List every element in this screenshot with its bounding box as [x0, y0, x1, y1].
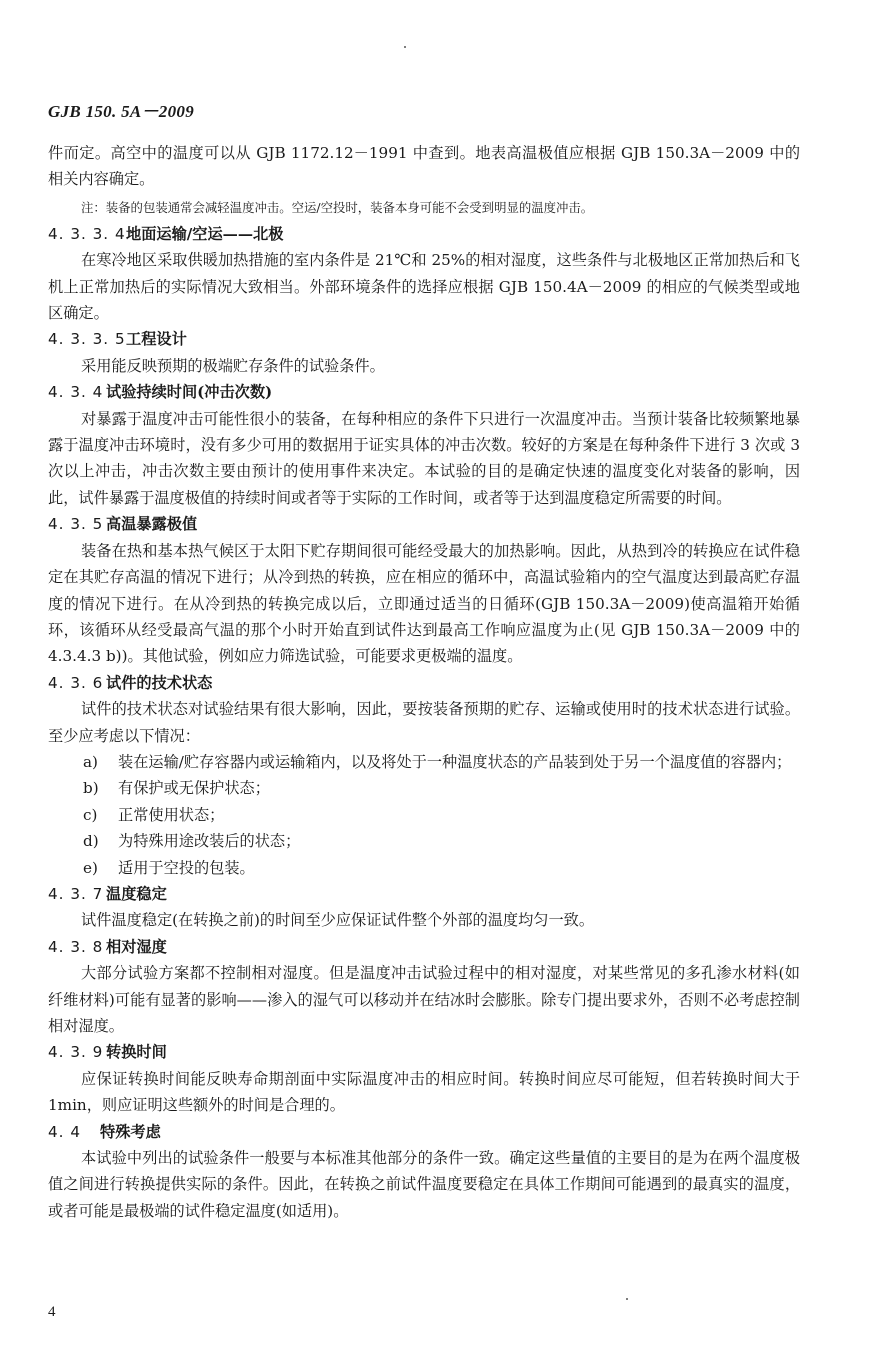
list-item — [48, 802, 800, 828]
section-title: 温度稳定 — [106, 884, 167, 903]
section-heading — [48, 881, 800, 907]
section-heading — [48, 670, 800, 696]
body-paragraph: 应保证转换时间能反映寿命期剖面中实际温度冲击的相应时间。转换时间应尽可能短，但若转换时间大于 1min，则应证明这些额外的时间是合理的。 — [48, 1069, 800, 1115]
section-number: 4. 4 — [48, 1122, 81, 1141]
section-heading — [48, 326, 800, 352]
section-number: 4. 3. 6 — [48, 673, 104, 692]
section-title: 工程设计 — [126, 330, 187, 349]
section-title: 地面运输/空运——北极 — [126, 224, 284, 243]
list-marker: e) — [83, 858, 98, 877]
list-item-text: 适用于空投的包装。 — [118, 858, 255, 877]
body-paragraph: 试件温度稳定(在转换之前)的时间至少应保证试件整个外部的温度均匀一致。 — [81, 911, 595, 930]
list-item — [48, 775, 800, 801]
scan-speck — [404, 46, 406, 48]
section-number: 4. 3. 5 — [48, 515, 104, 534]
list-item-text: 为特殊用途改装后的状态； — [118, 832, 301, 851]
section-number: 4. 3. 8 — [48, 937, 104, 956]
list-item-text: 正常使用状态； — [118, 805, 225, 824]
section-heading — [48, 1119, 800, 1145]
list-marker: a) — [83, 752, 98, 771]
list-item — [48, 828, 800, 854]
section-heading — [48, 221, 800, 247]
body-paragraph: 件而定。高空中的温度可以从 GJB 1172.12－1991 中查到。地表高温极值应根据 GJB 150.3A－2009 中的相关内容确定。 — [48, 144, 801, 189]
document-id-header: GJB 150. 5A－2009 — [48, 102, 195, 121]
list-marker: d) — [83, 832, 99, 851]
list-item — [48, 855, 800, 881]
list-marker: b) — [83, 779, 99, 798]
list-item — [48, 749, 800, 775]
section-title: 高温暴露极值 — [106, 515, 198, 534]
section-title: 试验持续时间(冲击次数) — [106, 383, 273, 402]
section-heading — [48, 379, 800, 405]
body-paragraph: 大部分试验方案都不控制相对湿度。但是温度冲击试验过程中的相对湿度，对某些常见的多孔渗水材料(如纤维材料)可能有显著的影响——渗入的湿气可以移动并在结冰时会膨胀。除专门提出要求外，否则不必考虑控制相对湿度。 — [48, 964, 800, 1035]
section-number: 4. 3. 9 — [48, 1043, 104, 1062]
note-paragraph: 注：装备的包装通常会减轻温度冲击。空运/空投时，装备本身可能不会受到明显的温度冲击。 — [81, 199, 594, 215]
body-paragraph: 采用能反映预期的极端贮存条件的试验条件。 — [81, 356, 385, 375]
body-paragraph: 本试验中列出的试验条件一般要与本标准其他部分的条件一致。确定这些量值的主要目的是为在两个温度极值之间进行转换提供实际的条件。因此，在转换之前试件温度要稳定在具体工作期间可能遇到的最真实的温度，或者可能是最极端的试件稳定温度(如适用)。 — [48, 1149, 800, 1220]
section-title: 试件的技术状态 — [106, 673, 213, 692]
body-paragraph: 在寒冷地区采取供暖加热措施的室内条件是 21℃和 25%的相对湿度，这些条件与北极地区正常加热后和飞机上正常加热后的实际情况大致相当。外部环境条件的选择应根据 GJB 150.4A－2009 的相应的气候类型或地区确定。 — [48, 251, 800, 323]
section-heading — [48, 511, 800, 537]
list-item-text: 装在运输/贮存容器内或运输箱内，以及将处于一种温度状态的产品装到处于另一个温度值的容器内； — [118, 752, 792, 771]
page-number: 4 — [48, 1304, 56, 1320]
body-paragraph: 试件的技术状态对试验结果有很大影响，因此，要按装备预期的贮存、运输或使用时的技术状态进行试验。至少应考虑以下情况： — [48, 700, 800, 745]
section-title: 特殊考虑 — [100, 1122, 161, 1141]
document-body — [48, 140, 800, 1224]
list-marker: c) — [83, 805, 98, 824]
section-title: 转换时间 — [106, 1043, 167, 1062]
section-number: 4. 3. 3. 4 — [48, 224, 126, 243]
scan-speck — [626, 1298, 628, 1300]
section-number: 4. 3. 7 — [48, 884, 104, 903]
list-item-text: 有保护或无保护状态； — [118, 779, 270, 798]
section-heading — [48, 934, 800, 960]
body-paragraph: 对暴露于温度冲击可能性很小的装备，在每种相应的条件下只进行一次温度冲击。当预计装备比较频繁地暴露于温度冲击环境时，没有多少可用的数据用于证实具体的冲击次数。较好的方案是在每种条件下进行 3 次或 3 次以上冲击，冲击次数主要由预计的使用事件来决定。本试验的目的是确定快速的温度变化对装备的影响，因此，试件暴露于温度极值的持续时间或者等于实际的工作时间，或者等于达到温度稳定所需要的时间。 — [48, 409, 800, 507]
section-heading — [48, 1039, 800, 1065]
section-number: 4. 3. 4 — [48, 383, 104, 402]
section-title: 相对湿度 — [106, 937, 167, 956]
section-number: 4. 3. 3. 5 — [48, 330, 126, 349]
body-paragraph: 装备在热和基本热气候区于太阳下贮存期间很可能经受最大的加热影响。因此，从热到冷的转换应在试件稳定在其贮存高温的情况下进行；从冷到热的转换，应在相应的循环中，高温试验箱内的空气温度达到最高贮存温度的情况下进行。在从冷到热的转换完成以后，立即通过适当的日循环(GJB 150.3A－2009)使高温箱开始循环，该循环从经受最高气温的那个小时开始直到试件达到最高工作响应温度为止(见 GJB 150.3A－2009 中的 4.3.4.3 b))。其他试验，例如应力筛选试验，可能要求更极端的温度。 — [48, 541, 800, 666]
